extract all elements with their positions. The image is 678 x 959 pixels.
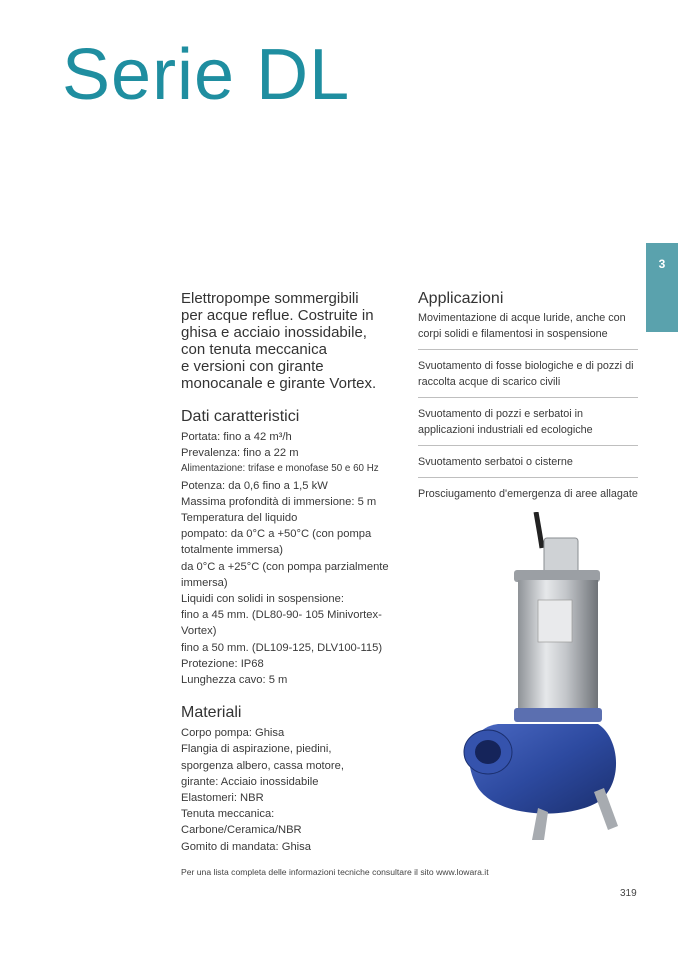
spec-line: Massima profondità di immersione: 5 m <box>181 495 377 508</box>
material-line: Flangia di aspirazione, piedini, <box>181 743 332 756</box>
material-line: Elastomeri: NBR <box>181 792 264 805</box>
spec-line: totalmente immersa) <box>181 544 283 557</box>
material-line: Gomito di mandata: Ghisa <box>181 840 311 853</box>
material-line: Tenuta meccanica: <box>181 808 275 821</box>
page-title: Serie DL <box>62 35 351 115</box>
spec-line: da 0°C a +25°C (con pompa parzialmente <box>181 560 389 573</box>
intro-text <box>181 290 406 392</box>
foot-right <box>594 788 618 830</box>
applications-heading: Applicazioni <box>418 290 504 307</box>
intro-line: e versioni con girante <box>181 358 324 375</box>
motor-housing <box>518 580 598 710</box>
application-item: Prosciugamento d'emergenza di aree allagate <box>418 488 638 500</box>
material-line: Corpo pompa: Ghisa <box>181 727 285 740</box>
spec-line: pompato: da 0°C a +50°C (con pompa <box>181 528 372 541</box>
specs-section <box>181 408 406 688</box>
intro-line: con tenuta meccanica <box>181 341 327 358</box>
pump-illustration <box>458 512 638 842</box>
page-number: 319 <box>620 888 637 899</box>
spec-line: Protezione: IP68 <box>181 657 264 670</box>
application-item: Movimentazione di acque luride, anche con corpi solidi e filamentosi in sospensione <box>418 310 638 350</box>
application-item: Svuotamento serbatoi o cisterne <box>418 454 638 478</box>
specs-heading: Dati caratteristici <box>181 408 300 425</box>
chapter-tab: 3 <box>646 243 678 332</box>
spec-line: fino a 45 mm. (DL80-90- 105 Minivortex- <box>181 609 382 622</box>
spec-line: immersa) <box>181 576 228 589</box>
spec-line: Potenza: da 0,6 fino a 1,5 kW <box>181 479 328 492</box>
spec-line: Temperatura del liquido <box>181 512 298 525</box>
materials-section <box>181 704 406 855</box>
cable <box>536 512 542 548</box>
application-item: Svuotamento di fosse biologiche e di pozzi di raccolta acque di scarico civili <box>418 358 638 398</box>
material-line: Carbone/Ceramica/NBR <box>181 824 302 837</box>
spec-line: Portata: fino a 42 m³/h <box>181 431 292 443</box>
spec-line: Liquidi con solidi in sospensione: <box>181 593 344 606</box>
intro-line: per acque reflue. Costruite in <box>181 307 374 324</box>
spec-line: Lunghezza cavo: 5 m <box>181 674 288 687</box>
spec-line: Vortex) <box>181 625 217 638</box>
material-line: girante: Acciaio inossidabile <box>181 775 319 788</box>
intro-line: Elettropompe sommergibili <box>181 290 359 307</box>
applications-section <box>418 290 638 517</box>
flange-ring <box>514 708 602 722</box>
intro-line: monocanale e girante Vortex. <box>181 375 377 392</box>
spec-line: Alimentazione: trifase e monofase 50 e 60 Hz <box>181 463 379 475</box>
intro-line: ghisa e acciaio inossidabile, <box>181 324 367 341</box>
footnote: Per una lista completa delle informazioni tecniche consultare il sito www.lowara.it <box>181 867 489 877</box>
spec-line: fino a 50 mm. (DL109-125, DLV100-115) <box>181 641 383 654</box>
spec-line: Prevalenza: fino a 22 m <box>181 447 299 460</box>
nameplate <box>538 600 572 642</box>
materials-heading: Materiali <box>181 704 242 722</box>
material-line: sporgenza albero, cassa motore, <box>181 759 344 772</box>
application-item: Svuotamento di pozzi e serbatoi in applicazioni industriali ed ecologiche <box>418 406 638 446</box>
left-column <box>181 290 406 855</box>
